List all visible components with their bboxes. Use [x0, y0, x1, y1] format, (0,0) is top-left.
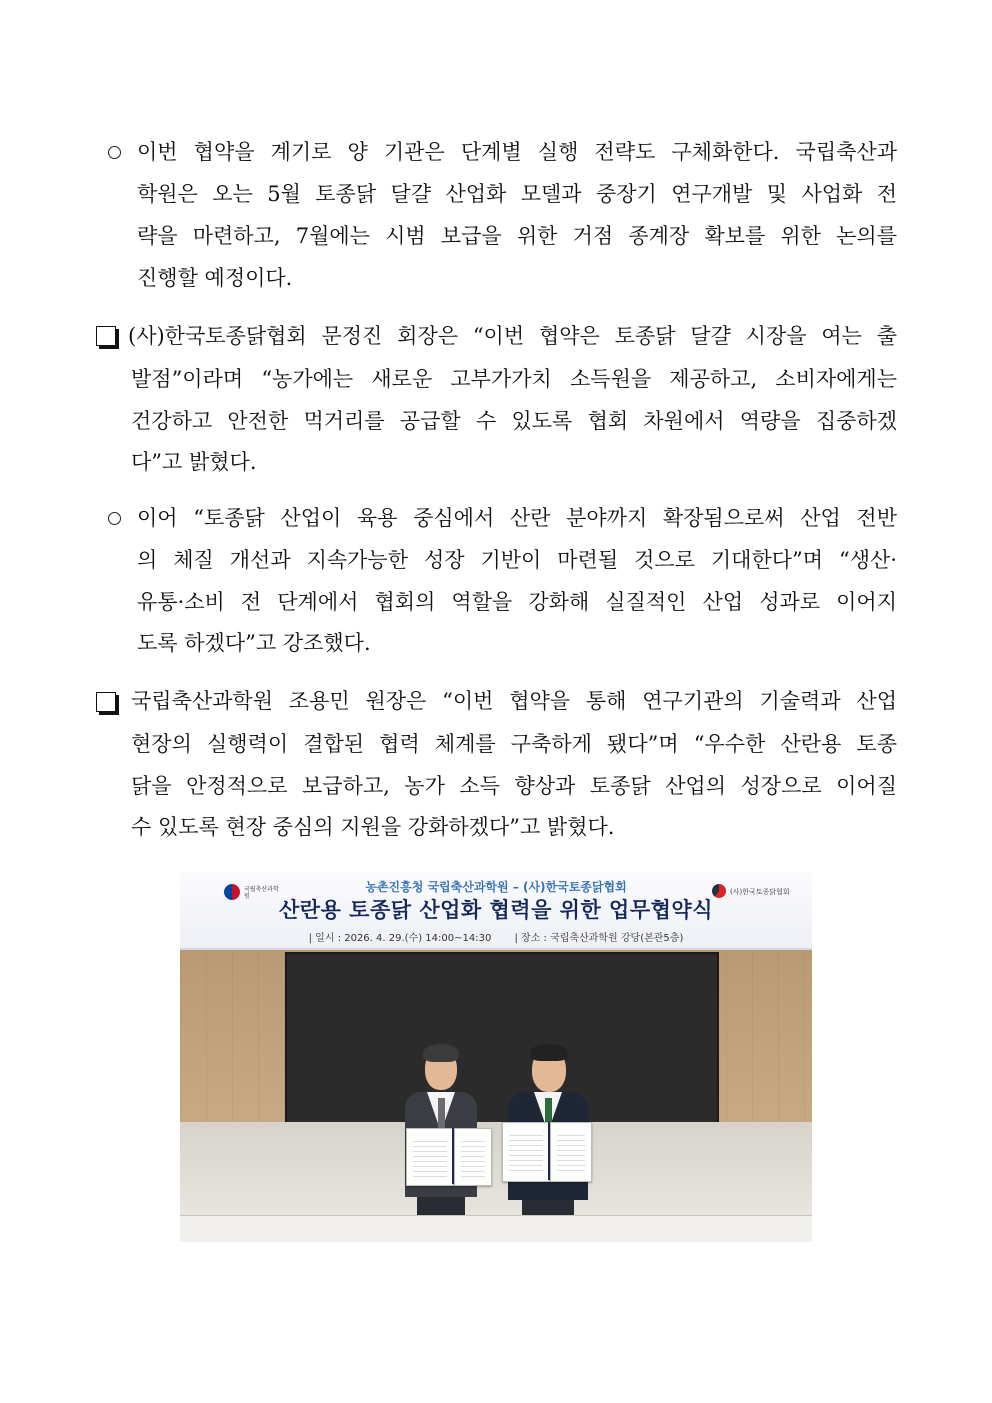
ceremony-photo: [180, 872, 812, 1242]
banner-organizations: 농촌진흥청 국립축산과학원 – (사)한국토종닭협회: [365, 880, 627, 894]
agreement-document-right-2: [550, 1122, 592, 1182]
circle-bullet-icon: [108, 146, 121, 159]
paragraph-line: 학원은 오는 5월 토종닭 달걀 산업화 모델과 중장기 연구개발 및 사업화 전: [137, 182, 897, 206]
hair: [530, 1044, 568, 1061]
paragraph-line: 의 체질 개선과 지속가능한 성장 기반이 마련될 것으로 기대한다”며 “생산·: [137, 548, 897, 572]
logo-left-text: 국립축산과학원: [244, 886, 279, 900]
banner-meta: [180, 929, 812, 944]
agreement-document-left: [406, 1128, 454, 1186]
paragraph-line: 수 있도록 현장 중심의 지원을 강화하겠다”고 밝혔다.: [131, 815, 615, 839]
paragraph-line: (사)한국토종닭협회 문정진 회장은 “이번 협약은 토종닭 달걀 시장을 여는 출: [128, 324, 897, 348]
hair: [423, 1044, 459, 1062]
paragraph-line: 닭을 안정적으로 보급하고, 농가 소득 향상과 토종닭 산업의 성장으로 이어질: [131, 774, 897, 798]
agreement-document-left-2: [454, 1128, 492, 1186]
paragraph-line: 도록 하겠다”고 강조했다.: [137, 631, 371, 655]
paragraph-line: 다”고 밝혔다.: [131, 450, 257, 474]
paragraph-line: 국립축산과학원 조용민 원장은 “이번 협약을 통해 연구기관의 기술력과 산업: [131, 689, 897, 713]
paragraph-line: 유통·소비 전 단계에서 협회의 역할을 강화해 실질적인 산업 성과로 이어지: [137, 590, 897, 614]
paragraph-line: 현장의 실행력이 결합된 협력 체계를 구축하게 됐다”며 “우수한 산란용 토종: [131, 732, 897, 756]
square-bullet-icon: [96, 692, 116, 712]
paragraph-line: 발점”이라며 “농가에는 새로운 고부가가치 소득원을 제공하고, 소비자에게는: [131, 367, 897, 391]
paragraph-line: 략을 마련하고, 7월에는 시범 보급을 위한 거점 종계장 확보를 위한 논의를: [137, 224, 897, 248]
stage-screen: [285, 952, 719, 1128]
circle-bullet-icon: [108, 512, 121, 525]
table-edge: [180, 1215, 812, 1242]
paragraph-line: 이어 “토종닭 산업이 육용 중심에서 산란 분야까지 확장됨으로써 산업 전반: [137, 506, 897, 530]
paragraph-line: 이번 협약을 계기로 양 기관은 단계별 실행 전략도 구체화한다. 국립축산과: [137, 140, 897, 164]
paragraph-line: 진행할 예정이다.: [137, 266, 293, 290]
logo-right-text: (사)한국토종닭협회: [730, 888, 790, 896]
banner-place: | 장소 : 국립축산과학원 강당(본관5층): [514, 933, 684, 944]
agreement-document-right: [502, 1122, 550, 1182]
square-bullet-icon: [96, 326, 116, 346]
banner-date: | 일시 : 2026. 4. 29.(수) 14:00~14:30: [308, 933, 492, 944]
event-banner: [180, 872, 812, 950]
paragraph-line: 건강하고 안전한 먹거리를 공급할 수 있도록 협회 차원에서 역량을 집중하겠: [131, 409, 897, 433]
banner-title: 산란용 토종닭 산업화 협력을 위한 업무협약식: [279, 898, 713, 922]
